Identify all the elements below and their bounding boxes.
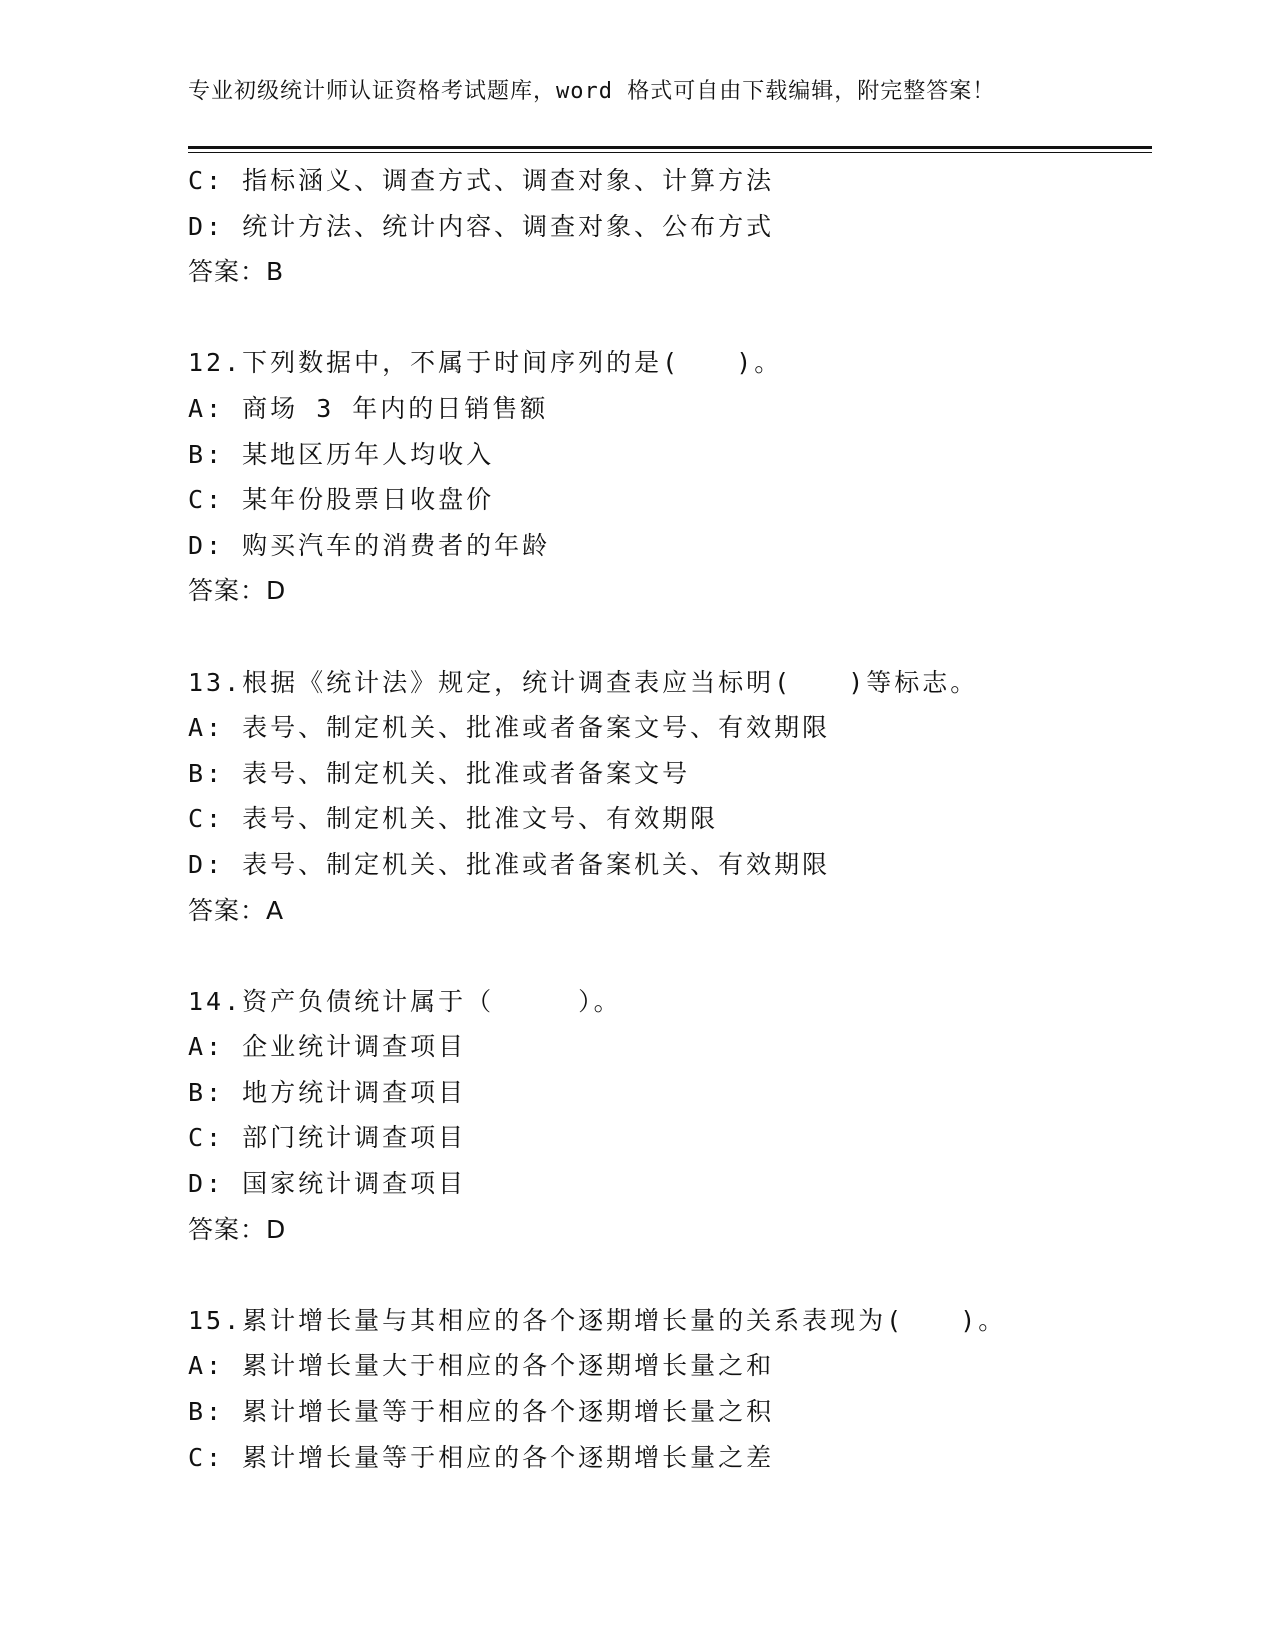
option-b: B: 地方统计调查项目 xyxy=(188,1077,467,1107)
option-a: A: 企业统计调查项目 xyxy=(188,1032,467,1062)
answer: 答案：A xyxy=(188,895,285,925)
question-15 xyxy=(188,1298,1148,1480)
header-rule-thick xyxy=(188,146,1152,149)
option-a: A: 累计增长量大于相应的各个逐期增长量之和 xyxy=(188,1351,775,1381)
question-13 xyxy=(188,660,1148,934)
header-rule-thin xyxy=(188,152,1152,153)
question-stem: 12.下列数据中，不属于时间序列的是( )。 xyxy=(188,348,783,378)
option-d: D: 表号、制定机关、批准或者备案机关、有效期限 xyxy=(188,849,831,879)
question-14 xyxy=(188,979,1148,1253)
option-d: D: 统计方法、统计内容、调查对象、公布方式 xyxy=(188,211,775,241)
answer: 答案：D xyxy=(188,576,287,606)
page-header: 专业初级统计师认证资格考试题库，word 格式可自由下载编辑，附完整答案！ xyxy=(188,79,996,104)
question-stem: 15.累计增长量与其相应的各个逐期增长量的关系表现为( )。 xyxy=(188,1305,1007,1335)
option-b: B: 表号、制定机关、批准或者备案文号 xyxy=(188,758,691,788)
option-c: C: 表号、制定机关、批准文号、有效期限 xyxy=(188,804,719,834)
option-c: C: 某年份股票日收盘价 xyxy=(188,485,495,515)
option-c: C: 累计增长量等于相应的各个逐期增长量之差 xyxy=(188,1442,775,1472)
question-11-tail xyxy=(188,158,1148,295)
option-c: C: 指标涵义、调查方式、调查对象、计算方法 xyxy=(188,166,775,195)
answer: 答案：B xyxy=(188,257,285,287)
question-list xyxy=(188,158,1148,1480)
option-a: A: 表号、制定机关、批准或者备案文号、有效期限 xyxy=(188,713,831,743)
question-stem: 13.根据《统计法》规定，统计调查表应当标明( )等标志。 xyxy=(188,667,979,697)
option-d: D: 国家统计调查项目 xyxy=(188,1169,467,1199)
option-d: D: 购买汽车的消费者的年龄 xyxy=(188,530,551,560)
option-c: C: 部门统计调查项目 xyxy=(188,1123,467,1153)
question-12 xyxy=(188,340,1148,614)
option-a: A: 商场 3 年内的日销售额 xyxy=(188,393,549,423)
option-b: B: 某地区历年人均收入 xyxy=(188,439,495,469)
question-stem: 14.资产负债统计属于（ ）。 xyxy=(188,986,622,1016)
answer: 答案：D xyxy=(188,1214,287,1244)
option-b: B: 累计增长量等于相应的各个逐期增长量之积 xyxy=(188,1397,775,1427)
